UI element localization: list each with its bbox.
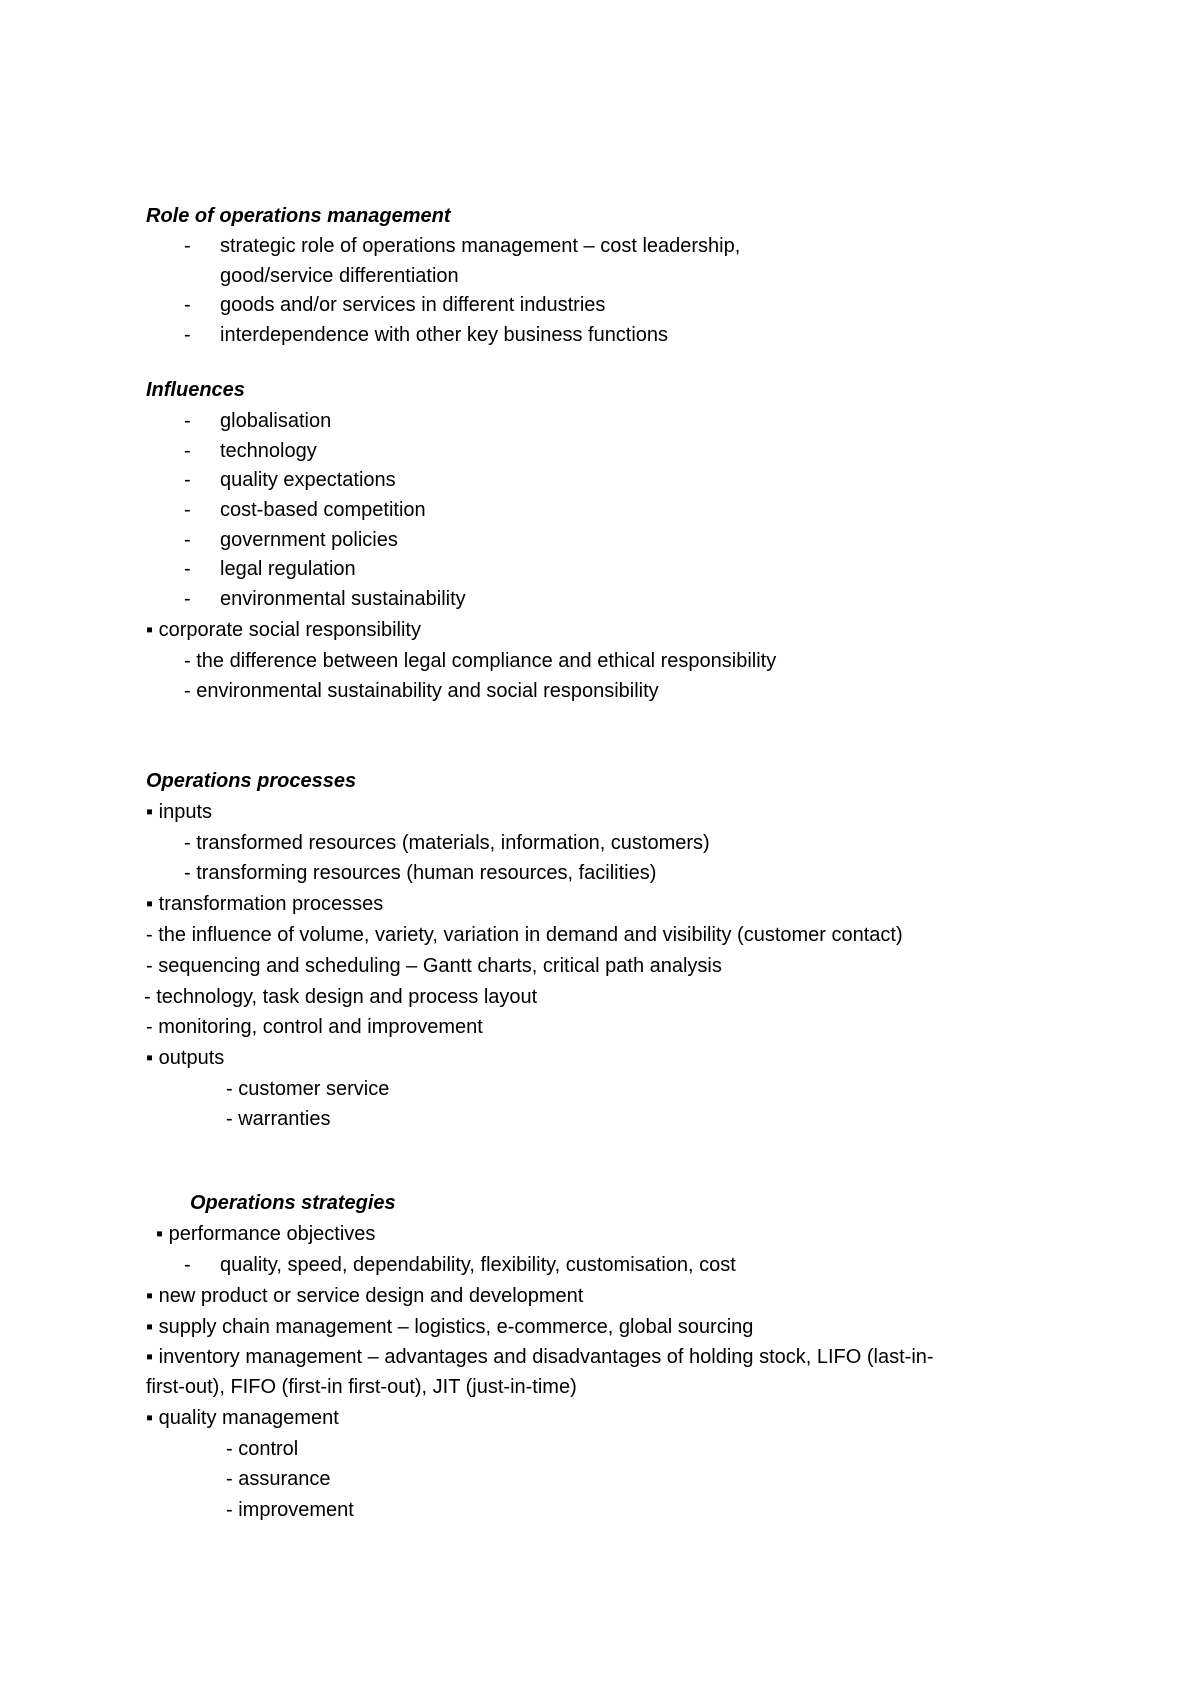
heading-operations-strategies: Operations strategies [190,1192,396,1214]
heading-role-of-operations-management: Role of operations management [146,205,451,227]
list-item-continuation: good/service differentiation [220,265,459,287]
sub-item: - control [226,1438,299,1460]
list-item: - strategic role of operations management – cost leadership, [184,235,741,257]
list-item: - cost-based competition [184,499,426,521]
sub-item: - technology, task design and process layout [144,986,538,1008]
bullet-item: ▪ outputs [146,1047,225,1069]
sub-item: - monitoring, control and improvement [146,1016,483,1038]
sub-item: - transforming resources (human resources, facilities) [184,862,657,884]
bullet-item: ▪ new product or service design and development [146,1285,584,1307]
sub-item: - warranties [226,1108,331,1130]
sub-item: - environmental sustainability and social responsibility [184,680,659,702]
bullet-item: ▪ transformation processes [146,893,384,915]
bullet-item-continuation: first-out), FIFO (first-in first-out), JIT (just-in-time) [146,1376,577,1398]
heading-operations-processes: Operations processes [146,770,357,792]
list-item: - legal regulation [184,558,356,580]
bullet-item: ▪ inventory management – advantages and disadvantages of holding stock, LIFO (last-in- [146,1346,934,1368]
list-item: - globalisation [184,410,332,432]
bullet-item: ▪ inputs [146,801,213,823]
heading-influences: Influences [146,379,245,401]
list-item: - technology [184,440,317,462]
list-item: - quality expectations [184,469,396,491]
sub-item: - customer service [226,1078,390,1100]
list-item: - quality, speed, dependability, flexibility, customisation, cost [184,1254,736,1276]
list-item: - interdependence with other key business functions [184,324,669,346]
sub-item: - the difference between legal compliance and ethical responsibility [184,650,777,672]
sub-item: - sequencing and scheduling – Gantt charts, critical path analysis [146,955,722,977]
list-item: - government policies [184,529,398,551]
bullet-item: ▪ supply chain management – logistics, e-commerce, global sourcing [146,1316,754,1338]
bullet-item: ▪ quality management [146,1407,339,1429]
sub-item: - the influence of volume, variety, variation in demand and visibility (customer contact) [146,924,903,946]
bullet-item: ▪ corporate social responsibility [146,619,421,641]
sub-item: - improvement [226,1499,354,1521]
sub-item: - transformed resources (materials, information, customers) [184,832,710,854]
bullet-item: ▪ performance objectives [156,1223,376,1245]
list-item: - goods and/or services in different industries [184,294,606,316]
sub-item: - assurance [226,1468,331,1490]
list-item: - environmental sustainability [184,588,466,610]
